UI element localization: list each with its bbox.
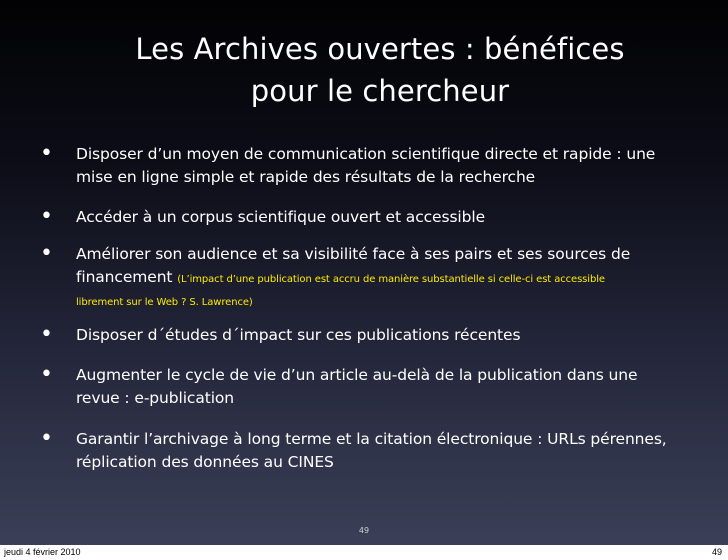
bullet-text-line: Augmenter le cycle de vie d’un article au-delà de la publication dans une xyxy=(76,366,638,384)
slide-title-line-1: Les Archives ouvertes : bénéfices xyxy=(135,32,625,66)
bullet-text-line: Disposer d’un moyen de communication scientifique directe et rapide : une xyxy=(76,145,656,163)
citation-note: (L’impact d’une publication est accru de manière substantielle si celle-ci est accessible xyxy=(177,273,605,285)
citation-note: librement sur le Web ? S. Lawrence) xyxy=(76,296,253,308)
bullet-text-line: Garantir l’archivage à long terme et la citation électronique : URLs pérennes, xyxy=(76,430,667,448)
bullet-text-line: Améliorer son audience et sa visibilité face à ses pairs et ses sources de xyxy=(76,245,631,263)
bullet-text-line: Disposer d´études d´impact sur ces publications récentes xyxy=(76,326,521,344)
bullet-text xyxy=(76,243,696,312)
footer-date: jeudi 4 février 2010 xyxy=(4,547,81,557)
bullet-icon: • xyxy=(40,141,53,166)
bullet-text xyxy=(76,324,696,347)
bullet-icon: • xyxy=(40,204,53,229)
bullet-text-line: financement xyxy=(76,267,173,286)
bullet-icon: • xyxy=(40,362,53,387)
bullet-text xyxy=(76,143,696,188)
bullet-icon: • xyxy=(40,241,53,266)
bullet-icon: • xyxy=(40,426,53,451)
slide-number: 49 xyxy=(358,526,370,535)
bullet-icon: • xyxy=(40,322,53,347)
slide-title-line-2: pour le chercheur xyxy=(250,74,510,108)
bullet-text-line: réplication des données au CINES xyxy=(76,452,334,471)
bullet-text-line: revue : e-publication xyxy=(76,388,235,407)
footer-page-number: 49 xyxy=(711,547,722,557)
bullet-text-line: mise en ligne simple et rapide des résultats de la recherche xyxy=(76,167,536,186)
bullet-text xyxy=(76,206,696,229)
page-footer xyxy=(0,545,728,560)
bullet-text xyxy=(76,364,696,409)
bullet-text xyxy=(76,428,696,473)
bullet-text-line: Accéder à un corpus scientifique ouvert et accessible xyxy=(76,208,486,226)
